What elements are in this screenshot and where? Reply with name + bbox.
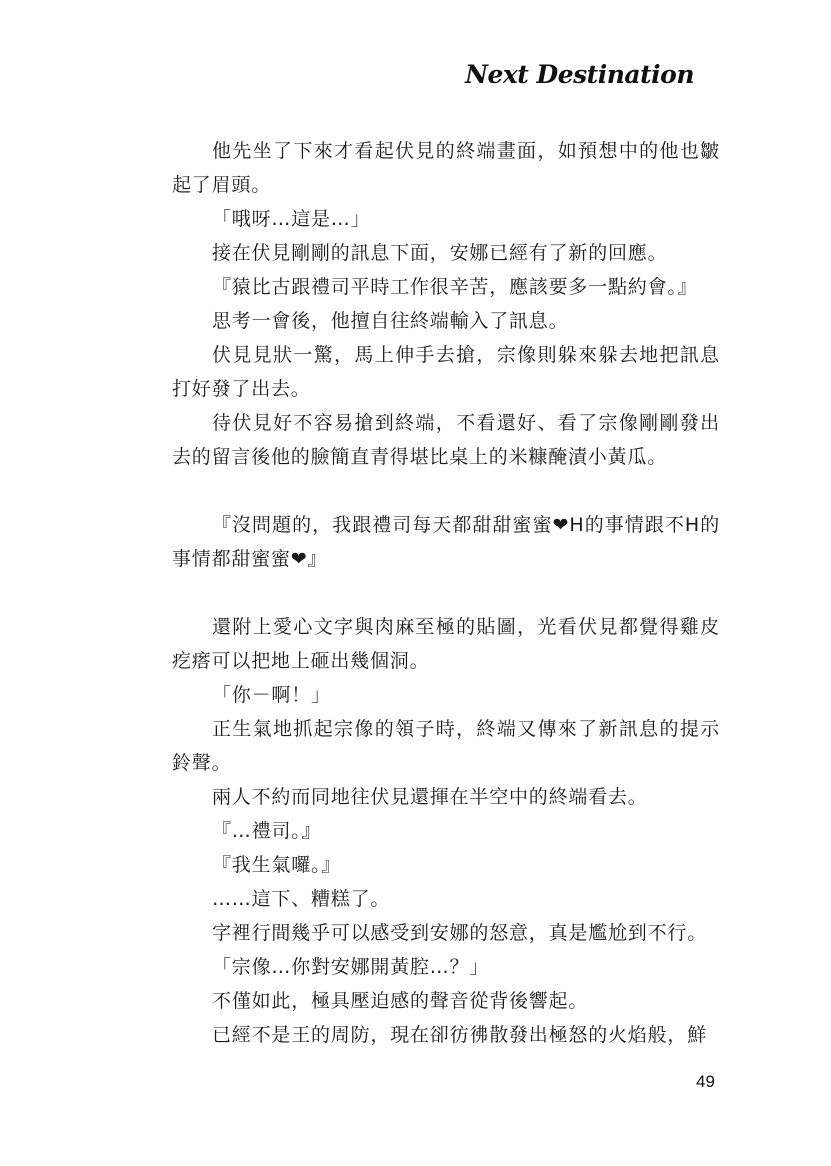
paragraph-13: 正生氣地抓起宗像的領子時，終端又傳來了新訊息的提示鈴聲。 [172,718,720,774]
paragraph-16: 『我生氣囉。』 [212,854,342,876]
paragraph-7: 待伏見好不容易搶到終端，不看還好、看了宗像剛剛發出去的留言後他的臉簡直青得堪比桌上的米糠醃漬小黃瓜。 [172,412,720,468]
paragraph-18: 字裡行間幾乎可以感受到安娜的怒意，真是尷尬到不行。 [212,922,708,944]
paragraph-1: 他先坐了下來才看起伏見的終端畫面，如預想中的他也皺起了眉頭。 [172,140,720,196]
paragraph-21: 已經不是王的周防，現在卻彷彿散發出極怒的火焰般，鮮 [212,1024,708,1046]
paragraph-3: 接在伏見剛剛的訊息下面，安娜已經有了新的回應。 [212,242,668,264]
page-number: 49 [696,1072,715,1091]
paragraph-gap [172,576,720,610]
paragraph-11: 還附上愛心文字與肉麻至極的貼圖，光看伏見都覺得雞皮疙瘩可以把地上砸出幾個洞。 [172,616,720,672]
running-header-title: Next Destination [465,60,694,89]
paragraph-14: 兩人不約而同地往伏見還揮在半空中的終端看去。 [212,786,648,808]
paragraph-19: 「宗像…你對安娜開黃腔…？」 [212,956,490,978]
paragraph-20: 不僅如此，極具壓迫感的聲音從背後響起。 [212,990,589,1012]
paragraph-2: 「哦呀…這是…」 [212,208,371,230]
paragraph-4: 『猿比古跟禮司平時工作很辛苦，應該要多一點約會。』 [212,276,698,298]
paragraph-17: ……這下、糟糕了。 [212,888,391,910]
paragraph-6: 伏見見狀一驚，馬上伸手去搶，宗像則躲來躲去地把訊息打好發了出去。 [172,344,720,400]
paragraph-9: 『沒問題的，我跟禮司每天都甜甜蜜蜜❤H的事情跟不H的事情都甜蜜蜜❤』 [172,514,720,570]
paragraph-5: 思考一會後，他擅自往終端輸入了訊息。 [212,310,569,332]
body-text [172,134,720,1052]
paragraph-12: 「你－啊！」 [212,684,331,706]
paragraph-15: 『…禮司。』 [212,820,322,842]
paragraph-gap [172,474,720,508]
